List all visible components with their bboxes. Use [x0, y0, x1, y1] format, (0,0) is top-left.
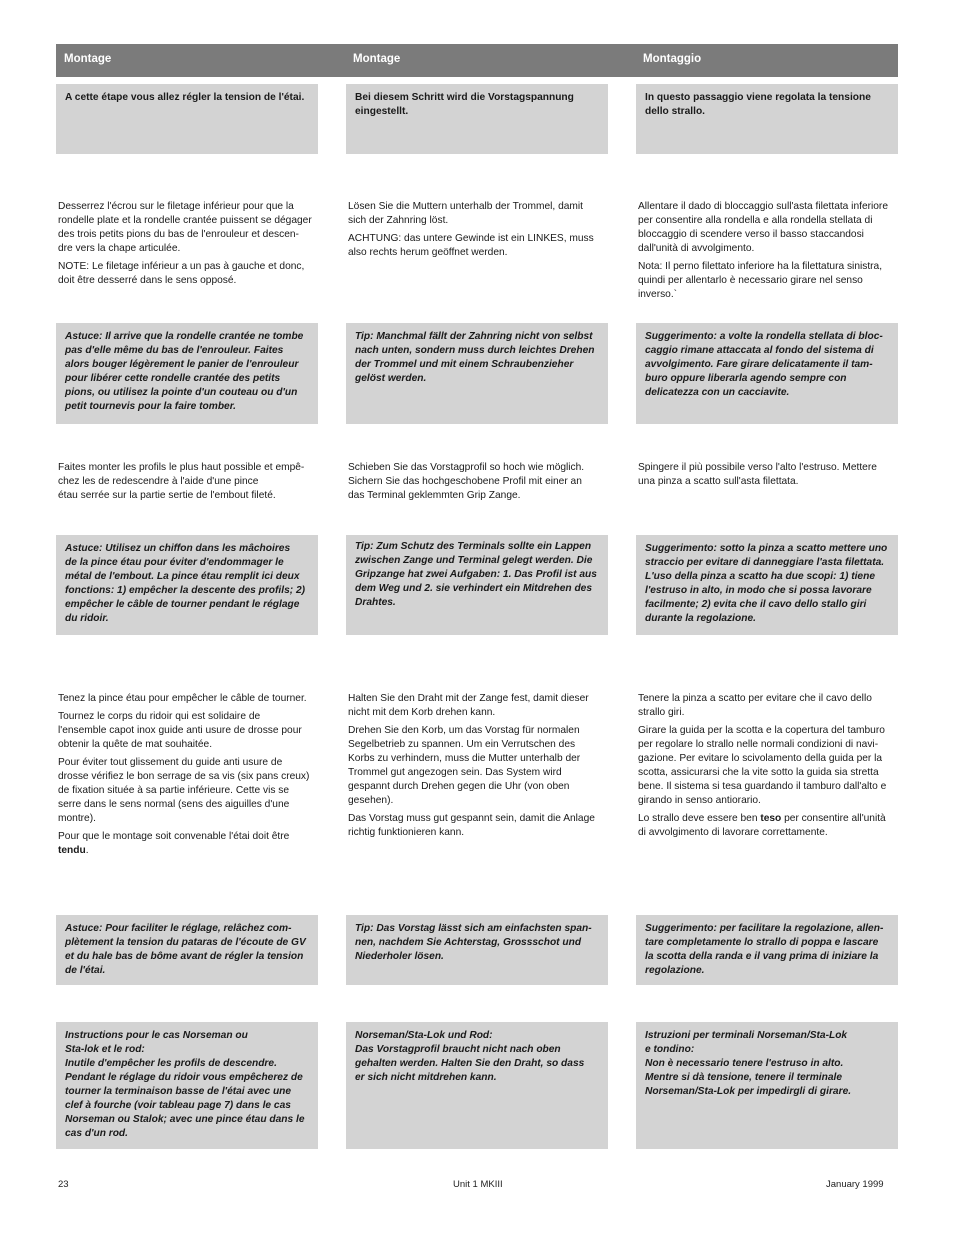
text-fragment: Lo strallo deve essere ben	[638, 813, 761, 824]
intro-line: Bei diesem Schritt wird die Vorstagspannung	[355, 92, 574, 103]
tip-line: zwischen Zange und Terminal gelegt werden. Die	[355, 555, 593, 566]
step2-text-french	[56, 461, 318, 507]
step1-text-german	[346, 200, 608, 264]
intro-line: dello strallo.	[645, 106, 706, 117]
tip3-box-french	[56, 915, 318, 985]
step3-text-german	[346, 692, 608, 844]
tip-line: de la pince étau pour éviter d'endommager le	[65, 557, 284, 568]
tip4-box-french	[56, 1022, 318, 1149]
text-line: doit être desserré dans le sens opposé.	[58, 275, 237, 286]
paragraph	[348, 200, 608, 228]
intro-line: In questo passaggio viene regolata la tensione	[645, 92, 871, 103]
tip-line: fonctions: 1) empêcher la descente des profils; 2)	[65, 585, 306, 596]
paragraph	[58, 830, 318, 858]
text-line: de fixation située à sa partie inférieure. Cette vis se	[58, 785, 290, 796]
tip-line: Norseman/Sta-Lok und Rod:	[355, 1030, 493, 1041]
tip-line: buro oppure liberarla agendo sempre con	[645, 373, 847, 384]
text-line: Tenez la pince étau pour empêcher le câble de tourner.	[58, 693, 307, 704]
header-german: Montage	[353, 53, 401, 65]
text-line: Pour que le montage soit convenable l'étai doit être	[58, 831, 290, 842]
intro-line: A cette étape vous allez régler la tension de l'étai.	[65, 92, 305, 103]
text-line: dre vers la chape articulée.	[58, 243, 181, 254]
text-line: Sichern Sie das hochgeschobene Profil mit einer an	[348, 476, 582, 487]
tip-line: delicatezza con un cacciavite.	[645, 387, 790, 398]
step2-text-german	[346, 461, 608, 507]
paragraph	[638, 812, 898, 840]
text-line: gespannt durch Drehen gegen die Uhr (von oben	[348, 781, 570, 792]
tip-line: nen, nachdem Sie Achterstag, Grossschot und	[355, 937, 582, 948]
text-line: des trois petits pions du bas de l'enrouleur et descen-	[58, 229, 299, 240]
text-line: Drehen Sie den Korb, um das Vorstag für normalen	[348, 725, 580, 736]
paragraph	[348, 232, 608, 260]
paragraph	[348, 461, 608, 503]
tip-line: Tip: Das Vorstag lässt sich am einfachsten span-	[355, 923, 592, 934]
page-number: 23	[58, 1179, 69, 1190]
tip-line: du ridoir.	[65, 613, 109, 624]
text-line: montre).	[58, 813, 96, 824]
tip-line: Sta-lok et le rod:	[65, 1044, 145, 1055]
text-line: drosse vérifiez le bon serrage de sa vis (six pans creux)	[58, 771, 310, 782]
footer-date: January 1999	[826, 1179, 884, 1190]
step3-text-italian	[636, 692, 898, 844]
text-line: ACHTUNG: das untere Gewinde ist ein LINKES, muss	[348, 233, 594, 244]
text-fragment: per consentire all'unità	[781, 813, 886, 824]
tip-line: Norseman/Sta-Lok per impedirgli di girare.	[645, 1086, 852, 1097]
text-line	[638, 812, 898, 826]
text-line: una pinza a scatto sull'asta filettata.	[638, 476, 799, 487]
tip2-box-french	[56, 535, 318, 635]
header-italian: Montaggio	[643, 53, 702, 65]
tip-line: Tip: Zum Schutz des Terminals sollte ein Lappen	[355, 541, 592, 552]
tip3-box-italian	[636, 915, 898, 985]
tip-line: petit tournevis pour la faire tomber.	[65, 401, 236, 412]
tip-line: pions, ou utilisez la pointe d'un couteau ou d'un	[65, 387, 298, 398]
tip-line: pas d'elle même du bas de l'enrouleur. Faites	[65, 345, 284, 356]
tip-line: L'uso della pinza a scatto ha due scopi: 1) tiene	[645, 571, 875, 582]
tip-line: tare completamente lo strallo di poppa e lascare	[645, 937, 879, 948]
paragraph	[638, 461, 898, 489]
tip-line: Das Vorstagprofil braucht nicht nach oben	[355, 1044, 561, 1055]
tip-line: Astuce: Utilisez un chiffon dans les mâchoires	[65, 543, 291, 554]
tip-line: Non è necessario tenere l'estruso in alto.	[645, 1058, 844, 1069]
text-line: Schieben Sie das Vorstagprofil so hoch wie möglich.	[348, 462, 585, 473]
text-line: gesehen).	[348, 795, 394, 806]
tip-line: straccio per evitare di danneggiare l'asta filettata.	[645, 557, 885, 568]
tip-line: nach unten, sondern muss durch leichtes Drehen	[355, 345, 595, 356]
text-line: Trommel gut angezogen sein. Das System wird	[348, 767, 562, 778]
step3-text-french	[56, 692, 318, 862]
header-french: Montage	[64, 53, 112, 65]
step1-text-french	[56, 200, 318, 292]
tip-line: Niederholer lösen.	[355, 951, 444, 962]
tip-line: caggio rimane attaccata al fondo del sistema di	[645, 345, 874, 356]
intro-box-french	[56, 84, 318, 154]
paragraph	[58, 692, 318, 706]
tip4-box-italian	[636, 1022, 898, 1149]
tip3-box-german	[346, 915, 608, 985]
tip-line: e tondino:	[645, 1044, 695, 1055]
paragraph	[348, 724, 608, 808]
text-line: Girare la guida per la scotta e la copertura del tamburo	[638, 725, 885, 736]
tip-line: cas d'un rod.	[65, 1128, 128, 1139]
tip-line: empêcher le câble de tourner pendant le réglage	[65, 599, 300, 610]
text-line: serre dans le sens normal (sens des aiguilles d'une	[58, 799, 290, 810]
tip2-box-italian	[636, 535, 898, 635]
text-line: Segelbetrieb zu spannen. Um ein Verrutschen des	[348, 739, 576, 750]
emphasis-word: teso	[760, 813, 782, 824]
tip-line: Inutile d'empêcher les profils de descendre.	[65, 1058, 277, 1069]
text-line	[58, 844, 318, 858]
tip-line: Astuce: Il arrive que la rondelle crantée ne tombe	[65, 331, 304, 342]
tip-line: de l'étai.	[65, 965, 106, 976]
tip-line: der Trommel und mit einem Schraubenzieher	[355, 359, 574, 370]
text-line: inverso.`	[638, 289, 678, 300]
tip-line: Istruzioni per terminali Norseman/Sta-Lok	[645, 1030, 848, 1041]
text-line: strallo giri.	[638, 707, 685, 718]
tip-line: Pendant le réglage du ridoir vous empêcherez de	[65, 1072, 303, 1083]
step1-text-italian	[636, 200, 898, 306]
text-line: Lösen Sie die Muttern unterhalb der Trommel, damit	[348, 201, 583, 212]
paragraph	[638, 724, 898, 808]
tip-line: et du hale bas de bôme avant de régler la tension	[65, 951, 304, 962]
tip-line: Suggerimento: per facilitare la regolazione, allen-	[645, 923, 884, 934]
paragraph	[638, 200, 898, 256]
intro-box-italian	[636, 84, 898, 154]
intro-line: eingestellt.	[355, 106, 409, 117]
text-line: nicht mit dem Korb drehen kann.	[348, 707, 496, 718]
emphasis-word: tendu	[58, 845, 86, 856]
tip-line: Suggerimento: a volte la rondella stellata di bloc-	[645, 331, 883, 342]
text-line: étau serrée sur la partie sertie de l'embout fileté.	[58, 490, 276, 501]
tip-line: métal de l'embout. La pince étau remplit ici deux	[65, 571, 300, 582]
text-line: obtenir la quête de mat souhaitée.	[58, 739, 213, 750]
tip-line: alors bouger légèrement le panier de l'enrouleur	[65, 359, 299, 370]
tip-line: Tip: Manchmal fällt der Zahnring nicht von selbst	[355, 331, 593, 342]
text-line: Das Vorstag muss gut gespannt sein, damit die Anlage	[348, 813, 595, 824]
tip-line: Norseman ou Stalok; avec une pince étau dans le	[65, 1114, 305, 1125]
text-line: scotta, assicurarsi che la vite sotto la guida sia stretta	[638, 767, 879, 778]
paragraph	[58, 710, 318, 752]
text-line: bene. Il sistema si tesa guardando il tamburo dall'alto e	[638, 781, 887, 792]
text-line: l'ensemble capot inox guide anti usure de drosse pour	[58, 725, 302, 736]
text-line: rondelle plate et la rondelle crantée puissent se dégager	[58, 215, 312, 226]
paragraph	[58, 260, 318, 288]
footer-unit: Unit 1 MKIII	[453, 1179, 503, 1190]
text-line: Allentare il dado di bloccaggio sull'asta filettata inferiore	[638, 201, 888, 212]
text-line: Korbs zu verhindern, muss die Mutter unterhalb der	[348, 753, 581, 764]
text-line: Halten Sie den Draht mit der Zange fest, damit dieser	[348, 693, 589, 704]
tip-line: gelöst werden.	[355, 373, 427, 384]
paragraph	[348, 812, 608, 840]
tip-line: Drahtes.	[355, 597, 396, 608]
paragraph	[638, 260, 898, 302]
tip-line: clef à fourche (voir tableau page 7) dans le cas	[65, 1100, 291, 1111]
text-line: di avvolgimento di lavorare correttamente.	[638, 827, 828, 838]
tip1-box-german	[346, 323, 608, 424]
section-header-bar	[56, 44, 898, 77]
text-line: girando in senso antiorario.	[638, 795, 761, 806]
text-line: Desserrez l'écrou sur le filetage inférieur pour que la	[58, 201, 294, 212]
tip-line: pour libérer cette rondelle crantée des petits	[65, 373, 281, 384]
tip-line: Mentre si dà tensione, tenere il terminale	[645, 1072, 843, 1083]
tip-line: tourner la terminaison basse de l'étai avec une	[65, 1086, 292, 1097]
tip1-box-italian	[636, 323, 898, 424]
tip-line: regolazione.	[645, 965, 705, 976]
text-line: chez les de redescendre à l'aide d'une pince	[58, 476, 259, 487]
tip-line: facilmente; 2) evita che il cavo dello stallo giri	[645, 599, 867, 610]
tip-line: avvolgimento. Fare girare delicatamente il tam-	[645, 359, 873, 370]
tip-line: Suggerimento: sotto la pinza a scatto mettere uno	[645, 543, 888, 554]
tip-line: plètement la tension du pataras de l'écoute de GV	[65, 937, 306, 948]
intro-box-german	[346, 84, 608, 154]
paragraph	[58, 200, 318, 256]
tip4-box-german	[346, 1022, 608, 1149]
text-line: Faites monter les profils le plus haut possible et empê-	[58, 462, 305, 473]
paragraph	[58, 461, 318, 503]
text-line: NOTE: Le filetage inférieur a un pas à gauche et donc,	[58, 261, 305, 272]
step2-text-italian	[636, 461, 898, 493]
text-line: gazione. Per evitare lo scivolamento della guida per la	[638, 753, 883, 764]
text-line: also rechts herum geöffnet werden.	[348, 247, 508, 258]
text-line: Pour éviter tout glissement du guide anti usure de	[58, 757, 283, 768]
tip-line: la scotta della randa e il vang prima di iniziare la	[645, 951, 879, 962]
text-line: Tournez le corps du ridoir qui est solidaire de	[58, 711, 261, 722]
tip1-box-french	[56, 323, 318, 424]
text-line: richtig funktionieren kann.	[348, 827, 465, 838]
tip-line: gehalten werden. Halten Sie den Draht, so dass	[355, 1058, 585, 1069]
tip2-box-german	[346, 535, 608, 635]
text-line: dall'unità di avvolgimento.	[638, 243, 755, 254]
text-line: Tenere la pinza a scatto per evitare che il cavo dello	[638, 693, 872, 704]
paragraph	[638, 692, 898, 720]
text-line: Spingere il più possibile verso l'alto l'estruso. Mettere	[638, 462, 877, 473]
text-line: sich der Zahnring löst.	[348, 215, 449, 226]
text-line: per regolare lo strallo nelle normali condizioni di navi-	[638, 739, 879, 750]
punctuation: .	[85, 845, 89, 856]
tip-line: Gripzange hat zwei Aufgaben: 1. Das Profil ist aus	[355, 569, 597, 580]
tip-line: Instructions pour le cas Norseman ou	[65, 1030, 248, 1041]
tip-line: dem Weg und 2. sie verhindert ein Mitdrehen des	[355, 583, 593, 594]
tip-line: l'estruso in alto, in modo che si possa lavorare	[645, 585, 872, 596]
tip-line: Astuce: Pour faciliter le réglage, relâchez com-	[65, 923, 292, 934]
paragraph	[58, 756, 318, 826]
text-line: per consentire alla rondella e alla rondella stellata di	[638, 215, 873, 226]
text-line: Nota: Il perno filettato inferiore ha la filettatura sinistra,	[638, 261, 883, 272]
text-line: bloccaggio di scendere verso il basso staccandosi	[638, 229, 864, 240]
tip-line: durante la regolazione.	[645, 613, 756, 624]
text-line: quindi per allentarlo è necessario girare nel senso	[638, 275, 863, 286]
paragraph	[348, 692, 608, 720]
text-line: das Terminal geklemmten Grip Zange.	[348, 490, 521, 501]
tip-line: er sich nicht mitdrehen kann.	[355, 1072, 497, 1083]
